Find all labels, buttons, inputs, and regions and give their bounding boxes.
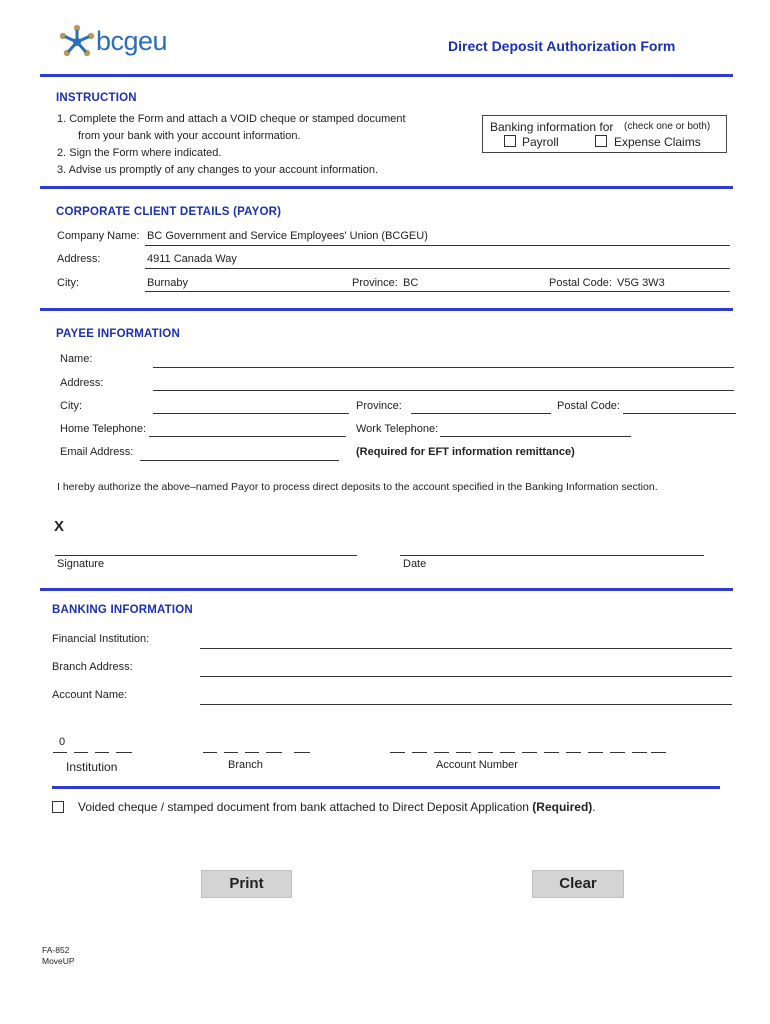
company-name-line	[145, 245, 730, 246]
instruction-item: from your bank with your account information.	[78, 130, 301, 142]
branch-label: Branch	[228, 759, 263, 771]
account-name-label: Account Name:	[52, 689, 128, 701]
account-name-field[interactable]	[200, 704, 732, 705]
institution-label: Institution	[66, 760, 118, 774]
institution-prefix: 0	[59, 736, 66, 748]
corporate-rule	[40, 308, 733, 311]
date-field[interactable]	[400, 555, 704, 556]
voided-cheque-checkbox[interactable]	[52, 801, 64, 813]
voided-cheque-text	[78, 800, 596, 814]
city-line	[145, 291, 350, 292]
home-telephone-label: Home Telephone:	[60, 423, 147, 435]
payee-postal-label: Postal Code:	[557, 400, 620, 412]
branch-number-field[interactable]	[203, 736, 315, 754]
work-telephone-label: Work Telephone:	[356, 423, 439, 435]
branch-address-label: Branch Address:	[52, 661, 133, 673]
instruction-item: 2. Sign the Form where indicated.	[57, 147, 222, 159]
authorization-rule	[40, 588, 733, 591]
corporate-title: CORPORATE CLIENT DETAILS (PAYOR)	[56, 206, 282, 218]
instruction-item: 3. Advise us promptly of any changes to your account information.	[57, 164, 379, 176]
financial-institution-label: Financial Institution:	[52, 633, 150, 645]
authorization-text: I hereby authorize the above–named Payor to process direct deposits to the account specified in the Banking Information section.	[57, 481, 658, 493]
print-button[interactable]: Print	[201, 870, 292, 898]
banking-for-hint: (check one or both)	[624, 121, 711, 132]
logo	[56, 22, 186, 66]
company-name-value[interactable]: BC Government and Service Employees' Union (BCGEU)	[147, 230, 428, 242]
financial-institution-field[interactable]	[200, 648, 732, 649]
account-number-label: Account Number	[436, 759, 518, 771]
payee-title: PAYEE INFORMATION	[56, 328, 180, 340]
city-label: City:	[57, 277, 79, 289]
email-note: (Required for EFT information remittance)	[356, 446, 575, 458]
instruction-rule	[40, 186, 733, 189]
institution-number-field[interactable]	[53, 736, 137, 754]
signature-x-mark: X	[54, 518, 65, 535]
banking-for-box	[482, 115, 727, 153]
payee-province-field[interactable]	[411, 413, 551, 414]
province-value[interactable]: BC	[403, 277, 419, 289]
expense-claims-label: Expense Claims	[614, 135, 701, 149]
payroll-checkbox[interactable]	[504, 135, 516, 147]
logo-text: bcgeu	[96, 26, 168, 56]
postal-code-line	[548, 291, 730, 292]
address-line	[145, 268, 730, 269]
header-rule	[40, 74, 733, 77]
company-name-label: Company Name:	[57, 230, 140, 242]
payee-address-label: Address:	[60, 377, 104, 389]
payee-city-field[interactable]	[153, 413, 349, 414]
signature-label: Signature	[57, 558, 105, 570]
expense-claims-checkbox[interactable]	[595, 135, 607, 147]
address-value[interactable]: 4911 Canada Way	[147, 253, 237, 265]
payee-address-field[interactable]	[153, 390, 734, 391]
payroll-label: Payroll	[522, 135, 559, 149]
clear-button[interactable]: Clear	[532, 870, 624, 898]
banking-for-label: Banking information for	[490, 120, 614, 134]
work-telephone-field[interactable]	[440, 436, 631, 437]
postal-code-label: Postal Code:	[549, 277, 612, 289]
payee-province-label: Province:	[356, 400, 402, 412]
signature-field[interactable]	[55, 555, 357, 556]
voided-period: .	[592, 800, 596, 814]
instruction-item: 1. Complete the Form and attach a VOID cheque or stamped document	[57, 113, 406, 125]
form-code: FA-852	[42, 945, 70, 955]
form-title: Direct Deposit Authorization Form	[448, 38, 676, 54]
date-label: Date	[403, 558, 427, 570]
city-value[interactable]: Burnaby	[147, 277, 188, 289]
banking-rule	[52, 786, 720, 789]
email-field[interactable]	[140, 460, 339, 461]
email-label: Email Address:	[60, 446, 134, 458]
payee-name-field[interactable]	[153, 367, 734, 368]
postal-code-value[interactable]: V5G 3W3	[617, 277, 665, 289]
voided-cheque-label: Voided cheque / stamped document from bank attached to Direct Deposit Application	[78, 800, 533, 814]
address-label: Address:	[57, 253, 101, 265]
payee-name-label: Name:	[60, 353, 93, 365]
union-name: MoveUP	[42, 956, 75, 966]
branch-address-field[interactable]	[200, 676, 732, 677]
payee-postal-field[interactable]	[623, 413, 736, 414]
banking-title: BANKING INFORMATION	[52, 604, 193, 616]
home-telephone-field[interactable]	[149, 436, 346, 437]
payee-city-label: City:	[60, 400, 82, 412]
province-label: Province:	[352, 277, 398, 289]
logo-emblem-icon	[56, 22, 98, 64]
province-line	[350, 291, 548, 292]
instruction-title: INSTRUCTION	[56, 92, 137, 104]
voided-required-label: (Required)	[532, 800, 593, 814]
account-number-field[interactable]	[390, 736, 666, 754]
